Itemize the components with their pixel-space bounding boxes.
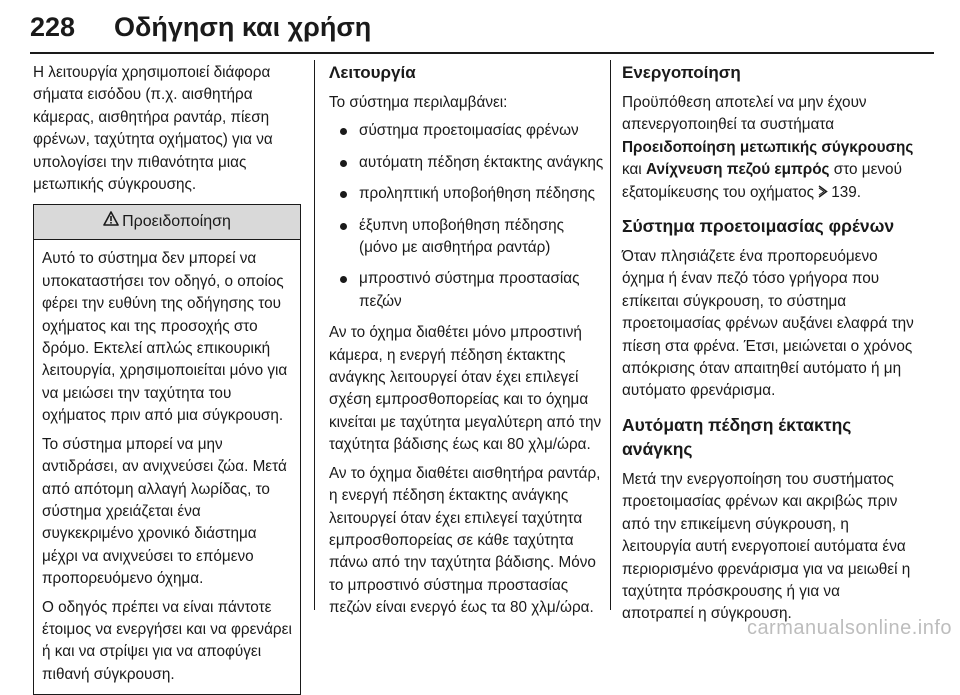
emergency-braking-paragraph: Μετά την ενεργοποίηση του συστήματος προετοιμασίας φρένων και ακριβώς πριν από την επικείμενη σύγκρουση, η λειτουργία αυτή ενεργοποιεί αυτόματα ένα περιορισμένο φρενάρισμα για να μειωθεί η ταχύτητα πρόσκρουσης ή για να αποτραπεί η σύγκρουση. [622,470,911,623]
activation-text: στο μενού εξατομίκευσης του οχήματος [622,161,902,201]
warning-box [33,204,301,695]
column-middle [329,62,605,626]
activation-paragraph [622,92,914,204]
section-heading-activation: Ενεργοποίηση [622,63,741,82]
camera-only-paragraph: Αν το όχημα διαθέτει μόνο μπροστινή κάμερα, η ενεργή πέδηση έκτακτης ανάγκης λειτουργεί όταν έχει επιλεγεί σχέση εμπροσθοπορείας και το όχημα κινείται με ταχύτητα μεγαλύτερη από την ταχύτητα βάδισης έως και 80 χλμ/ώρα. [329,324,602,454]
warning-paragraph-1: Αυτό το σύστημα δεν μπορεί να υποκαταστήσει τον οδηγό, ο οποίος φέρει την ευθύνη της οδήγησης του οχήματος και της προσοχής στο δρόμο. Εκτελεί απλώς επικουρική λειτουργία, χρησιμοποιείται μόνο για να μειώσει την ταχύτητα του οχήματος πριν από μια σύγκρουση. [42,250,288,425]
radar-paragraph: Αν το όχημα διαθέτει αισθητήρα ραντάρ, η ενεργή πέδηση έκτακτης ανάγκης λειτουργεί όταν έχει επιλεγεί ταχύτητα εμπροσθοπορείας σε κάθε ταχύτητα πάνω από την ταχύτητα βάδισης. Μόνο το μπροστινό σύστημα προστασίας πεζών είναι ενεργό έως τα 80 χλμ/ώρα. [329,464,601,617]
page-number: 228 [30,12,76,42]
page-title: Οδήγηση και χρήση [114,12,372,42]
warning-paragraph-3: Ο οδηγός πρέπει να είναι πάντοτε έτοιμος να ενεργήσει και να φρενάρει ή και να στρίψει για να αποφύγει πιθανή σύγκρουση. [42,598,292,683]
watermark: carmanualsonline.info [746,617,952,639]
activation-text: Προϋπόθεση αποτελεί να μην έχουν απενεργοποιηθεί τα συστήματα [622,94,867,134]
warning-header [34,205,300,240]
brake-prep-paragraph: Όταν πλησιάζετε ένα προπορευόμενο όχημα ή έναν πεζό τόσο γρήγορα που επίκειται σύγκρουση, το σύστημα προετοιμασίας φρένων αυξάνει ελαφρά την πίεση στα φρένα. Έτσι, μειώνεται ο χρόνος απόκρισης όταν απαιτηθεί αυτόματο ή μη αυτόματο φρενάρισμα. [622,248,914,400]
feature-list [329,120,605,313]
section-heading-function: Λειτουργία [329,63,416,82]
warning-body [34,240,300,694]
intro-paragraph: Η λειτουργία χρησιμοποιεί διάφορα σήματα εισόδου (π.χ. αισθητήρα κάμερας, αισθητήρα ραντάρ, πίεση φρένων, ταχύτητα οχήματος) για να υπολογίσει την πιθανότητα μιας μετωπικής σύγκρουσης. [33,64,273,194]
subheading-emergency-braking: Αυτόματη πέδηση έκτακτης ανάγκης [622,414,852,459]
menu-item-forward-collision-alert: Προειδοποίηση μετωπικής σύγκρουσης [622,138,914,156]
page-header [30,0,934,54]
warning-triangle-icon [103,205,119,239]
page-reference-icon [818,184,831,201]
column-divider-left [314,60,315,610]
list-item: έξυπνη υποβοήθηση πέδησης (μόνο με αισθητήρα ραντάρ) [329,215,605,260]
page-reference-number: 139. [831,183,862,201]
warning-paragraph-2: Το σύστημα μπορεί να μην αντιδράσει, αν ανιχνεύσει ζώα. Μετά από απότομη αλλαγή λωρίδας, το σύστημα χρειάζεται ένα συγκεκριμένο χρονικό διάστημα μέχρι να ανιχνεύσει το επόμενο προπορευόμενο όχημα. [42,435,287,588]
column-divider-right [610,60,611,610]
column-right [622,62,914,632]
list-item: σύστημα προετοιμασίας φρένων [329,120,605,142]
list-item: μπροστινό σύστημα προστασίας πεζών [329,268,605,313]
subheading-brake-prep: Σύστημα προετοιμασίας φρένων [622,216,895,237]
list-lead: Το σύστημα περιλαμβάνει: [329,94,508,111]
warning-label: Προειδοποίηση [122,213,231,231]
list-item: προληπτική υποβοήθηση πέδησης [329,183,605,205]
list-item: αυτόματη πέδηση έκτακτης ανάγκης [329,152,605,174]
column-left [33,62,301,695]
menu-item-front-pedestrian-detection: Ανίχνευση πεζού εμπρός [645,161,830,179]
activation-text: και [622,161,646,179]
page-reference-link[interactable] [818,182,861,204]
